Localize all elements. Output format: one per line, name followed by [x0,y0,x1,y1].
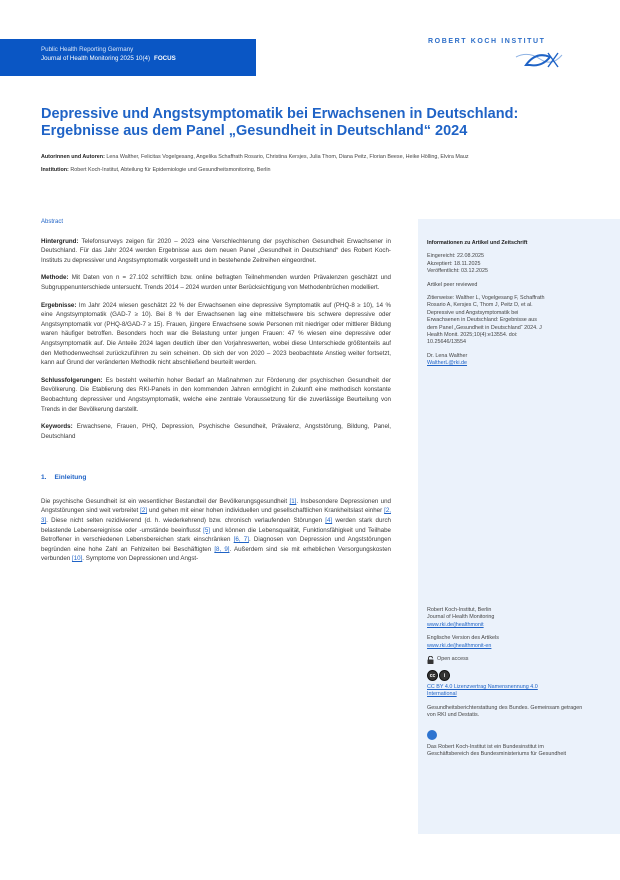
para-head: Hintergrund: [41,237,79,245]
journal-issue: Journal of Health Monitoring 2025 10(4) [41,55,151,62]
by-icon: i [439,670,450,681]
open-access-lock-icon [427,656,434,664]
authors: Lena Walther, Felicitas Vogelgesang, Angelika Schaffrath Rosario, Christina Kersjes, Julia Thom, Diana Peitz, Florian Beese, Heike Hölling, Elvira Mauz [106,154,469,160]
para-text: Es besteht weiterhin hoher Bedarf an Maßnahmen zur Förderung der psychischen Gesundheit der Bevölkerung. Die Etablierung des RKI-Panels in den kommenden Jahren ermöglicht in Zukunft eine methodisch konstante Beobachtung depressiver und Angstsymptomatik, welche eine zentrale Voraussetzung für die zuverlässige Beurteilung von Trends in der Bevölkerung darstellt. [41,376,391,413]
contact-email-link[interactable]: WaltherL@rki.de [427,360,468,367]
journal-banner [0,39,256,76]
bmg-note: Das Robert Koch-Institut ist ein Bundesinstitut im Geschäftsbereich des Bundesministeriums für Gesundheit [427,743,567,758]
cc-icon: cc [427,670,438,681]
banner-line-1: Public Health Reporting Germany [41,46,134,53]
para-head: Keywords: [41,423,73,431]
citation-ref-link[interactable]: [5] [203,526,211,534]
dates-block [427,253,612,275]
article-info-sidebar [418,219,620,834]
citation-ref-link[interactable]: [8, 9] [214,545,230,553]
english-version-link[interactable]: www.rki.de/jhealthmonit-en [427,642,492,649]
logo-text: ROBERT KOCH INSTITUT [428,38,546,45]
open-access [427,656,612,664]
date-published: Veröffentlicht: 03.12.2025 [427,268,489,275]
para-text: Im Jahr 2024 wiesen geschätzt 22 % der Erwachsenen eine depressive Symptomatik auf (PHQ-8 ≥ 10), 14 % eine Angstsymptomatik (GAD-7 ≥ 10). Bei 8 % der Erwachsenen lag eine mittelschwere bis schwere depressive oder Angstsymptomatik vor (PHQ-8/GAD-7 ≥ 15). Frauen, jüngere Erwachsene sowie Personen mit niedriger oder mittlerer Bildung waren häufiger betroffen. Besonders hoch war die Belastung unter jungen Frauen: 47 % wiesen eine depressive oder Angstsymptomatik auf. Die Anteile 2024 lagen deutlich über den Vorjahreswerten, wobei diese Unterschiede größtenteils auf den Methodenwechsel zurückzuführen zu sein scheinen. Ob sich der von 2020 – 2023 beobachtete Anstieg weiter fortsetzt, kann auf Grund der veränderten Methodik nicht abschließend beurteilt werden. [41,301,391,367]
para-head: Methode: [41,274,69,282]
section-title: Einleitung [54,474,87,482]
citation-ref-link[interactable]: [4] [325,517,333,525]
para-head: Schlussfolgerungen: [41,376,103,384]
para-text: . Diagnosen von Depression und Angststörungen begründen eine hohe Zahl an Fehlzeiten bei Beschäftigten [41,536,391,553]
date-submitted: Eingereicht: 22.08.2025 [427,253,484,260]
cc-by-badge [427,670,612,681]
section-heading-introduction [41,473,391,483]
authors-label: Autorinnen und Autoren: [41,154,105,160]
publisher-line: Robert Koch-Institut, Berlin [427,607,492,613]
para-head: Ergebnisse: [41,301,77,309]
para-text: . Diese nicht selten rezidivierend (d. h. wiederkehrend) bzw. chronisch verlaufenden Störungen [46,517,326,525]
journal-line: Journal of Health Monitoring [427,614,495,621]
abstract-label: Abstract [41,219,64,225]
funding-note: Gesundheitsberichterstattung des Bundes. Gemeinsam getragen von RKI und Destatis. [427,704,583,719]
para-text: . Insbesondere Depressionen und Angststörungen sind weit verbreitet [41,497,391,515]
para-text: Mit Daten von n = 27.102 schriftlich bzw. online befragten Teilnehmenden wurden Prävalenzen geschätzt und Subgruppenunterschiede untersucht. Trends 2014 – 2024 wurden unter Berücksichtigung von Methodenbrüchen modelliert. [41,274,391,291]
citation-ref-link[interactable]: [6, 7] [233,536,249,544]
section-number: 1. [41,474,47,482]
citation-ref-link[interactable]: [2] [140,507,148,515]
para-text: und gehen mit einer hohen individuellen und gesellschaftlichen Krankheitslast einher [147,507,385,515]
open-access-label: Open access [437,656,469,663]
publisher-block [427,607,612,629]
sidebar-lower [427,607,612,758]
citation-ref-link[interactable]: [1] [289,497,297,505]
authors-line [41,153,561,162]
article-title: Depressive und Angstsymptomatik bei Erwachsenen in Deutschland: Ergebnisse aus dem Panel „Gesundheit in Deutschland“ 2024 [41,106,519,139]
citation: Zitierweise: Walther L, Vogelgesang F, Schaffrath Rosario A, Kersjes C, Thom J, Peitz D, et al. Depressive und Angstsymptomatik bei Erwachsenen in Deutschland: Ergebnisse aus dem Panel „Gesundheit in Deutschland“ 2024. J Health Monit. 2025;10(4):e13554. doi: 10.25646/13554 [427,295,545,346]
date-accepted: Akzeptiert: 18.11.2025 [427,260,481,267]
contact-name: Dr. Lena Walther [427,352,468,359]
rki-fish-logo-icon [512,47,572,73]
contact [427,353,612,368]
para-text: Erwachsene, Frauen, PHQ, Depression, Psychische Gesundheit, Prävalenz, Angststörung, Bildung, Panel, Deutschland [41,423,391,440]
license-link[interactable]: CC BY 4.0 Lizenzvertrag Namensnennung 4.0 International [427,684,538,698]
english-version-block [427,635,612,650]
sidebar-title: Informationen zu Artikel und Zeitschrift [427,240,528,246]
main-column [41,218,391,572]
para-text: . Symptome von Depressionen und Angst- [82,555,199,563]
citation-ref-link[interactable]: [10] [71,555,83,563]
institution-line [41,166,561,175]
institution-label: Institution: [41,166,69,173]
abstract-conclusions [41,376,391,414]
para-text: werden stark durch belastende Lebensereignisse oder -umstände beeinflusst [41,517,391,534]
institution: Robert Koch-Institut, Abteilung für Epidemiologie und Gesundheitsmonitoring, Berlin [70,166,271,173]
article-meta [41,153,561,174]
banner-line-2 [41,54,256,63]
journal-link[interactable]: www.rki.de/jhealthmonit [427,621,484,628]
bmg-globe-icon [427,730,437,740]
para-text: . Außerdem sind sie mit erheblichen Versorgungskosten verbunden [41,545,391,563]
peer-review-note: Artikel peer reviewed [427,281,478,288]
abstract-keywords [41,422,391,441]
abstract-methods [41,273,391,292]
abstract-background [41,237,391,266]
abstract-results [41,301,391,368]
introduction-paragraph [41,497,391,564]
rki-logo [428,38,578,88]
citation-ref-link[interactable]: [2, 3] [41,507,391,525]
focus-tag: FOCUS [154,55,176,62]
para-text: Telefonsurveys zeigen für 2020 – 2023 eine Verschlechterung der psychischen Gesundheit Erwachsener in Deutschland. Für das Jahr 2024 werden Ergebnisse aus dem neuen Panel „Gesundheit in Deutschland“ des Robert Koch-Instituts zu depressiver und Angstsymptomatik vorgestellt und in bestehende Zeitreihen eingeordnet. [41,237,392,264]
para-text: und können die Lebensqualität, Funktionsfähigkeit und Teilhabe Betroffener in verschiedenen Lebensbereichen stark einschränken [41,526,391,544]
para-text: Die psychische Gesundheit ist ein wesentlicher Bestandteil der Bevölkerungsgesundheit [41,497,290,505]
english-label: Englische Version des Artikels [427,635,499,642]
